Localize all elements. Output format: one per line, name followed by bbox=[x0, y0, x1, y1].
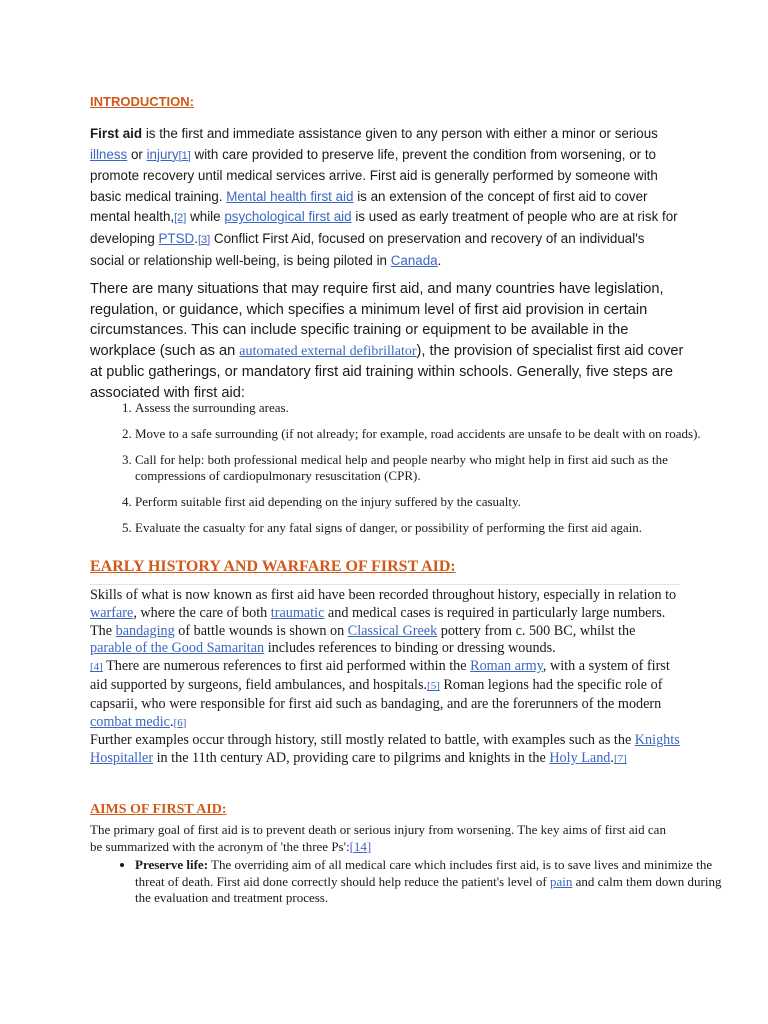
text-span: and calm them down during the evaluation and treatment process. bbox=[135, 873, 722, 905]
text-span: ), the provision of specialist first aid cover at public gatherings, or mandatory first aid training within schools. Generally, five steps are associated with first aid: bbox=[90, 342, 684, 401]
link-canada[interactable]: Canada bbox=[390, 252, 438, 268]
ref-link-3[interactable]: [3] bbox=[197, 233, 211, 246]
step-item: 1. Assess the surrounding areas. bbox=[135, 400, 725, 416]
text-span: or bbox=[127, 146, 147, 162]
text-span: The overriding aim of all medical care which includes first aid, is to save lives and minimize the threat of death. First aid done correctly should help reduce the patient's level of bbox=[135, 857, 713, 889]
text-span: . bbox=[169, 713, 174, 730]
text-span: The primary goal of first aid is to prevent death or serious injury from worsening. The key aims of first aid can be summarized with the acronym of 'the three Ps': bbox=[90, 822, 666, 854]
ref-link-1[interactable]: [1] bbox=[178, 149, 191, 162]
aim-item-preserve-life bbox=[135, 857, 725, 907]
section-divider bbox=[90, 584, 680, 585]
link-mental-health-first-aid[interactable]: Mental health first aid bbox=[226, 188, 354, 204]
early-history-heading: EARLY HISTORY AND WARFARE OF FIRST AID: bbox=[90, 558, 456, 575]
text-span: pottery from c. 500 BC, whilst the bbox=[437, 622, 636, 639]
text-span: in the 11th century AD, providing care to pilgrims and knights in the bbox=[153, 750, 550, 767]
first-aid-steps-list bbox=[90, 400, 725, 546]
aims-list bbox=[90, 857, 725, 907]
text-span: includes references to binding or dressing wounds. bbox=[264, 640, 556, 657]
ref-link-7[interactable]: [7] bbox=[613, 753, 627, 766]
link-good-samaritan[interactable]: parable of the Good Samaritan bbox=[90, 640, 265, 657]
step-item: 3. Call for help: both professional medical help and people nearby who might help in first aid such as the compressions of cardiopulmonary resuscitation (CPR). bbox=[135, 452, 725, 484]
link-traumatic[interactable]: traumatic bbox=[270, 604, 325, 621]
text-span: with care provided to preserve life, prevent the condition from worsening, or to promote recovery until medical services arrive. First aid is generally performed by someone with basic medical training. bbox=[90, 146, 658, 204]
text-span: is the first and immediate assistance given to any person with either a minor or serious bbox=[142, 126, 658, 141]
text-span: . bbox=[437, 252, 442, 268]
ref-link-2[interactable]: [2] bbox=[174, 212, 187, 225]
intro-paragraph-1 bbox=[90, 124, 680, 271]
step-item: 5. Evaluate the casualty for any fatal signs of danger, or possibility of performing the first aid again. bbox=[135, 520, 725, 536]
link-holy-land[interactable]: Holy Land bbox=[549, 750, 611, 767]
text-span: Roman legions had the specific role of capsarii, who were responsible for first aid such as bandaging, and are the forerunners of the modern bbox=[90, 676, 663, 712]
step-item: 2. Move to a safe surrounding (if not already; for example, road accidents are unsafe to be dealt with on roads). bbox=[135, 426, 725, 442]
text-span: while bbox=[186, 209, 225, 225]
link-ptsd[interactable]: PTSD bbox=[158, 230, 195, 246]
link-warfare[interactable]: warfare bbox=[90, 604, 134, 621]
text-span: and medical cases is required in particularly large numbers. The bbox=[90, 604, 666, 639]
text-span: . bbox=[610, 750, 614, 767]
text-span: , where the care of both bbox=[133, 604, 271, 621]
ref-link-6[interactable]: [6] bbox=[173, 716, 187, 729]
aims-heading: AIMS OF FIRST AID: bbox=[90, 802, 227, 817]
text-span: is used as early treatment of people who are at risk for developing bbox=[90, 209, 678, 246]
ref-link-4[interactable]: [4] bbox=[90, 661, 103, 674]
aims-paragraph bbox=[90, 822, 680, 855]
link-roman-army[interactable]: Roman army bbox=[470, 658, 543, 675]
introduction-heading: INTRODUCTION: bbox=[90, 94, 194, 109]
text-span: is an extension of the concept of first aid to cover mental health, bbox=[90, 188, 648, 225]
link-knights-hospitaller[interactable]: Knights Hospitaller bbox=[90, 732, 680, 767]
text-span: There are numerous references to first aid performed within the bbox=[102, 658, 471, 675]
link-automated-external-defibrillator[interactable]: automated external defibrillator bbox=[239, 343, 417, 359]
ref-link-14[interactable]: [14] bbox=[349, 838, 372, 854]
first-aid-term: First aid bbox=[90, 126, 143, 141]
link-classical-greek[interactable]: Classical Greek bbox=[347, 622, 438, 639]
link-injury[interactable]: injury bbox=[146, 146, 179, 162]
aim-label: Preserve life: bbox=[135, 857, 209, 872]
link-illness[interactable]: illness bbox=[90, 146, 128, 162]
link-psychological-first-aid[interactable]: psychological first aid bbox=[224, 209, 352, 225]
text-span: . bbox=[194, 230, 198, 246]
text-span: There are many situations that may require first aid, and many countries have legislation, regulation, or guidance, which specifies a minimum level of first aid provision in certain circumstances. This can include specific training or equipment to be available in the workplace (such as an bbox=[90, 281, 664, 359]
text-span: Further examples occur through history, still mostly related to battle, with examples such as the bbox=[90, 732, 635, 749]
text-span: Conflict First Aid, focused on preservation and recovery of an individual's social or relationship well-being, is being piloted in bbox=[90, 230, 645, 268]
text-span: , with a system of first aid supported by surgeons, field ambulances, and hospitals. bbox=[90, 658, 670, 693]
link-pain[interactable]: pain bbox=[549, 873, 573, 889]
link-combat-medic[interactable]: combat medic bbox=[90, 713, 170, 730]
text-span: of battle wounds is shown on bbox=[174, 622, 348, 639]
history-paragraph bbox=[90, 587, 680, 769]
text-span: Skills of what is now known as first aid have been recorded throughout history, especially in relation to bbox=[90, 587, 677, 603]
step-item: 4. Perform suitable first aid depending on the injury suffered by the casualty. bbox=[135, 494, 725, 510]
intro-paragraph-2 bbox=[90, 279, 685, 404]
ref-link-5[interactable]: [5] bbox=[427, 679, 440, 692]
link-bandaging[interactable]: bandaging bbox=[115, 622, 175, 639]
